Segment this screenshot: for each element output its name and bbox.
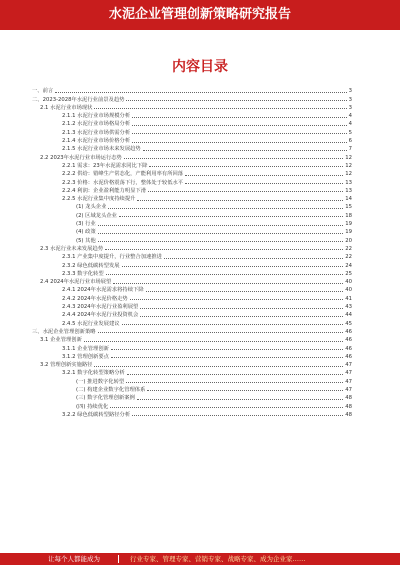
toc-dot-leader bbox=[113, 283, 343, 284]
toc-entry-label: 3.2.2 绿色低碳转型路径分析 bbox=[62, 411, 131, 418]
toc-entry-label: 2.3.1 产业集中度提升，行业整合加速推进 bbox=[62, 254, 162, 261]
toc-entry[interactable] bbox=[32, 368, 352, 376]
toc-entry-label: 2.1.3 水泥行业市场供需分析 bbox=[62, 129, 131, 136]
toc-dot-leader bbox=[84, 341, 343, 342]
toc-dot-leader bbox=[146, 291, 344, 292]
toc-entry-label: 2.3.3 数字化转型 bbox=[62, 270, 104, 277]
toc-dot-leader bbox=[124, 158, 343, 159]
toc-entry[interactable] bbox=[32, 210, 352, 218]
toc-entry-label: 2.4.4 2024年水泥行业投资机会 bbox=[62, 312, 139, 319]
toc-dot-leader bbox=[94, 108, 346, 109]
toc-page-number: 3 bbox=[348, 104, 352, 111]
toc-entry-label: 2.4.1 2024年水泥需求将持续下降 bbox=[62, 287, 144, 294]
toc-entry-label: (5) 其他 bbox=[76, 237, 96, 244]
toc-dot-leader bbox=[132, 133, 346, 134]
toc-dot-leader bbox=[185, 183, 343, 184]
toc-page-number: 7 bbox=[348, 146, 352, 153]
toc-dot-leader bbox=[164, 258, 343, 259]
toc-entry[interactable] bbox=[32, 360, 352, 368]
toc-entry[interactable] bbox=[32, 343, 352, 351]
toc-page-number: 46 bbox=[345, 353, 352, 360]
toc-entry[interactable] bbox=[32, 244, 352, 252]
toc-entry-label: 2.2.5 水泥行业集中度持续提升 bbox=[62, 196, 136, 203]
toc-page-number: 45 bbox=[345, 320, 352, 327]
toc-page-number: 13 bbox=[345, 187, 352, 194]
toc-entry[interactable] bbox=[32, 393, 352, 401]
toc-dot-leader bbox=[132, 142, 346, 143]
footer-slogan: 让每个人都能成为 bbox=[48, 555, 100, 563]
toc-entry[interactable] bbox=[32, 376, 352, 384]
footer-divider bbox=[118, 555, 119, 563]
footer-tagline: 行业专家、管理专家、营销专家、战略专家、成为企业家…… bbox=[130, 555, 306, 563]
toc-dot-leader bbox=[122, 266, 344, 267]
toc-entry[interactable] bbox=[32, 227, 352, 235]
toc-entry-label: 3.1 企业管理创新 bbox=[40, 337, 82, 344]
toc-page-number: 12 bbox=[345, 171, 352, 178]
toc-page-number: 48 bbox=[345, 411, 352, 418]
toc-page-number: 47 bbox=[345, 370, 352, 377]
toc-dot-leader bbox=[119, 216, 343, 217]
toc-entry-label: 2.4.3 2024年水泥行业盈利展望 bbox=[62, 304, 139, 311]
toc-entry-label: 3.1.1 企业管理创新 bbox=[62, 345, 109, 352]
toc-entry[interactable] bbox=[32, 410, 352, 418]
toc-page-number: 22 bbox=[345, 245, 352, 252]
toc-page-number: 13 bbox=[345, 179, 352, 186]
toc-entry[interactable] bbox=[32, 335, 352, 343]
toc-dot-leader bbox=[106, 274, 344, 275]
toc-entry[interactable] bbox=[32, 260, 352, 268]
toc-page-number: 12 bbox=[345, 154, 352, 161]
toc-entry-label: 3.2 管理创新实施路径 bbox=[40, 362, 93, 369]
toc-entry-label: 2.4.5 水泥行业发展建议 bbox=[62, 320, 120, 327]
toc-page-number: 4 bbox=[348, 113, 352, 120]
toc-page-number: 25 bbox=[345, 270, 352, 277]
toc-entry-label: 一、前言 bbox=[32, 88, 54, 95]
toc-entry[interactable] bbox=[32, 235, 352, 243]
toc-entry[interactable] bbox=[32, 161, 352, 169]
toc-dot-leader bbox=[126, 382, 343, 383]
toc-page-number: 5 bbox=[348, 129, 352, 136]
toc-entry-label: 2.2 2023年水泥行业市场运行态势 bbox=[40, 154, 122, 161]
toc-entry[interactable] bbox=[32, 186, 352, 194]
toc-entry[interactable] bbox=[32, 136, 352, 144]
toc-entry-label: 3.2.1 数字化转型策略分析 bbox=[62, 370, 125, 377]
toc-dot-leader bbox=[122, 324, 344, 325]
toc-entry-label: (四) 持续优化 bbox=[76, 403, 109, 410]
toc-entry-label: (4) 政策 bbox=[76, 229, 96, 236]
toc-page-number: 40 bbox=[345, 287, 352, 294]
toc-entry[interactable] bbox=[32, 127, 352, 135]
toc-dot-leader bbox=[98, 233, 343, 234]
toc-dot-leader bbox=[140, 316, 343, 317]
toc-entry-label: 2.1.4 水泥行业市场价格分析 bbox=[62, 138, 131, 145]
toc-entry[interactable] bbox=[32, 285, 352, 293]
toc-entry-label: 2.1.5 水泥行业市场未来发展趋势 bbox=[62, 146, 141, 153]
toc-entry-label: 三、水泥企业管理创新策略 bbox=[32, 328, 96, 335]
toc-page-number: 3 bbox=[348, 88, 352, 95]
toc-entry[interactable] bbox=[32, 302, 352, 310]
toc-entry-label: 2.2.2 供给：错峰生产常态化，产能利用率有所回落 bbox=[62, 171, 184, 178]
toc-entry[interactable] bbox=[32, 293, 352, 301]
toc-page-number: 46 bbox=[345, 328, 352, 335]
toc-entry[interactable] bbox=[32, 202, 352, 210]
toc-entry-label: 2.2.4 利润：企业盈利能力明显下滑 bbox=[62, 187, 147, 194]
toc-dot-leader bbox=[94, 366, 343, 367]
toc-entry[interactable] bbox=[32, 269, 352, 277]
toc-page-number: 22 bbox=[345, 254, 352, 261]
toc-dot-leader bbox=[98, 241, 343, 242]
toc-page-number: 46 bbox=[345, 345, 352, 352]
toc-dot-leader bbox=[98, 225, 343, 226]
toc-heading: 内容目录 bbox=[172, 59, 228, 75]
toc-entry-label: 2.2.3 价格：水泥价格震荡下行，整体处于较低水平 bbox=[62, 179, 184, 186]
toc-entry[interactable] bbox=[32, 277, 352, 285]
toc-entry-label: 2.4 2024年水泥行业市场展望 bbox=[40, 279, 112, 286]
toc-entry[interactable] bbox=[32, 94, 352, 102]
toc-dot-leader bbox=[148, 191, 343, 192]
toc-dot-leader bbox=[98, 332, 344, 333]
toc-page-number: 12 bbox=[345, 162, 352, 169]
toc-dot-leader bbox=[111, 349, 343, 350]
toc-entry[interactable] bbox=[32, 194, 352, 202]
toc-page-number: 48 bbox=[345, 395, 352, 402]
toc-entry[interactable] bbox=[32, 310, 352, 318]
toc-entry[interactable] bbox=[32, 144, 352, 152]
toc-page-number: 18 bbox=[345, 212, 352, 219]
toc-page-number: 15 bbox=[345, 204, 352, 211]
toc-page-number: 43 bbox=[345, 304, 352, 311]
toc-page-number: 19 bbox=[345, 229, 352, 236]
toc-entry-label: (3) 行业 bbox=[76, 221, 96, 228]
toc-entry[interactable] bbox=[32, 111, 352, 119]
toc-dot-leader bbox=[149, 166, 343, 167]
toc-dot-leader bbox=[105, 249, 343, 250]
toc-entry-label: 2.1 水泥行业市场现状 bbox=[40, 104, 93, 111]
toc-page-number: 19 bbox=[345, 221, 352, 228]
toc-page-number: 47 bbox=[345, 386, 352, 393]
toc-dot-leader bbox=[127, 374, 343, 375]
toc-dot-leader bbox=[147, 390, 343, 391]
toc-entry[interactable] bbox=[32, 86, 352, 94]
toc-entry[interactable] bbox=[32, 352, 352, 360]
toc-page-number: 47 bbox=[345, 362, 352, 369]
toc-page-number: 6 bbox=[348, 138, 352, 145]
toc-entry-label: 2.3.2 绿色低碳转型发展 bbox=[62, 262, 120, 269]
toc-entry-label: (一) 推进数字化转型 bbox=[76, 378, 125, 385]
toc-dot-leader bbox=[132, 117, 346, 118]
toc-entry[interactable] bbox=[32, 318, 352, 326]
toc-dot-leader bbox=[108, 208, 343, 209]
table-of-contents bbox=[32, 86, 352, 418]
toc-dot-leader bbox=[132, 415, 343, 416]
toc-page-number: 24 bbox=[345, 262, 352, 269]
toc-entry[interactable] bbox=[32, 252, 352, 260]
toc-entry-label: (1) 龙头企业 bbox=[76, 204, 107, 211]
toc-entry-label: 2.1.1 水泥行业市场规模分析 bbox=[62, 113, 131, 120]
toc-page-number: 46 bbox=[345, 337, 352, 344]
footer-bar bbox=[0, 553, 400, 565]
toc-dot-leader bbox=[140, 308, 343, 309]
toc-dot-leader bbox=[55, 92, 346, 93]
toc-entry[interactable] bbox=[32, 169, 352, 177]
toc-page-number: 14 bbox=[345, 196, 352, 203]
toc-entry-label: 2.2.1 需求：23年水泥需求同比下降 bbox=[62, 162, 148, 169]
toc-page-number: 3 bbox=[348, 96, 352, 103]
toc-page-number: 40 bbox=[345, 279, 352, 286]
toc-entry[interactable] bbox=[32, 119, 352, 127]
toc-page-number: 47 bbox=[345, 378, 352, 385]
toc-entry-label: (2) 区域龙头企业 bbox=[76, 212, 117, 219]
toc-dot-leader bbox=[143, 150, 347, 151]
toc-dot-leader bbox=[137, 200, 343, 201]
toc-entry[interactable] bbox=[32, 103, 352, 111]
toc-entry[interactable] bbox=[32, 327, 352, 335]
toc-page-number: 4 bbox=[348, 121, 352, 128]
toc-entry-label: 3.1.2 管理创新要点 bbox=[62, 353, 109, 360]
toc-entry-label: 2.3 水泥行业未来发展趋势 bbox=[40, 245, 104, 252]
toc-dot-leader bbox=[110, 407, 343, 408]
toc-dot-leader bbox=[126, 100, 346, 101]
toc-page-number: 44 bbox=[345, 312, 352, 319]
toc-entry-label: 2.4.2 2024年水泥价格走势 bbox=[62, 295, 128, 302]
toc-dot-leader bbox=[130, 299, 344, 300]
toc-dot-leader bbox=[185, 175, 343, 176]
toc-entry[interactable] bbox=[32, 177, 352, 185]
toc-entry-label: (三) 数字化管理创新案例 bbox=[76, 395, 135, 402]
header-bar bbox=[0, 0, 400, 30]
toc-entry[interactable] bbox=[32, 219, 352, 227]
toc-dot-leader bbox=[132, 125, 346, 126]
toc-page-number: 20 bbox=[345, 237, 352, 244]
report-title: 水泥企业管理创新策略研究报告 bbox=[108, 7, 291, 22]
toc-dot-leader bbox=[137, 399, 343, 400]
toc-page-number: 48 bbox=[345, 403, 352, 410]
toc-entry[interactable] bbox=[32, 401, 352, 409]
toc-entry-label: 2.1.2 水泥行业市场格局分析 bbox=[62, 121, 131, 128]
toc-entry-label: (二) 构建企业数字化管理体系 bbox=[76, 386, 146, 393]
toc-page-number: 41 bbox=[345, 295, 352, 302]
toc-entry[interactable] bbox=[32, 385, 352, 393]
toc-entry[interactable] bbox=[32, 152, 352, 160]
toc-dot-leader bbox=[111, 357, 343, 358]
toc-entry-label: 二、2023-2028年水泥行业前景及趋势 bbox=[32, 96, 125, 103]
